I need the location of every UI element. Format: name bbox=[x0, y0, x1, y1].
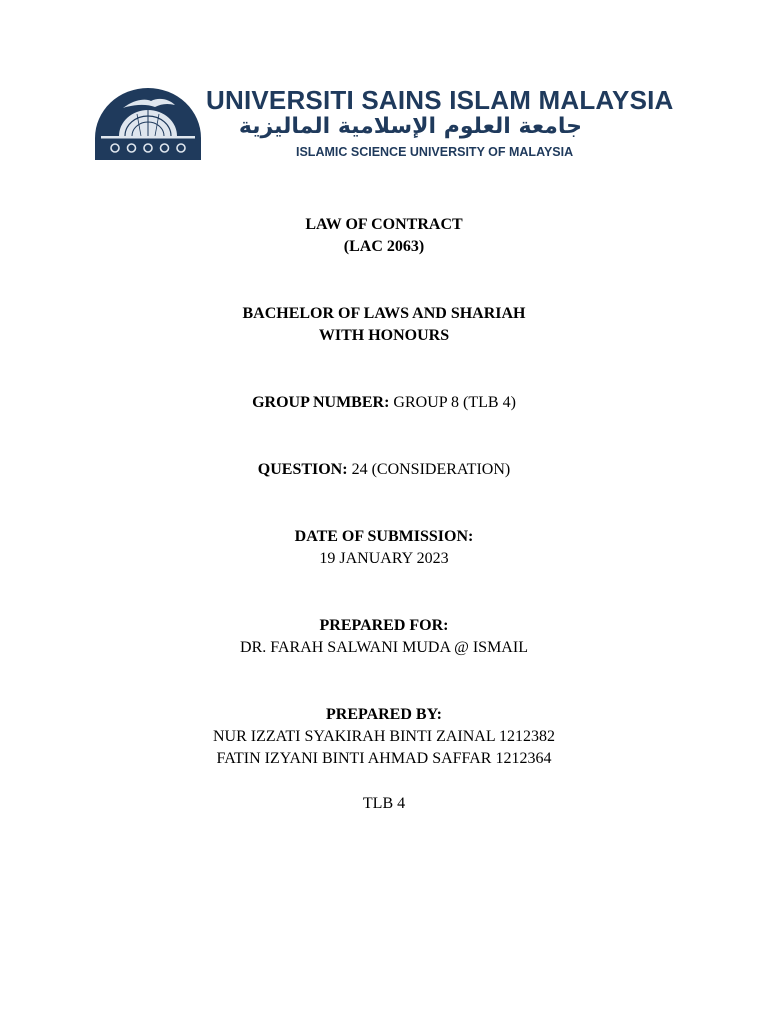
university-name-english: ISLAMIC SCIENCE UNIVERSITY OF MALAYSIA bbox=[296, 145, 574, 159]
prepared-by-label: PREPARED BY: bbox=[325, 706, 442, 723]
usim-emblem-icon bbox=[93, 86, 203, 160]
university-name: UNIVERSITI SAINS ISLAM MALAYSIA bbox=[206, 85, 674, 115]
prepared-by-member: FATIN IZYANI BINTI AHMAD SAFFAR 1212364 bbox=[216, 750, 552, 767]
course-title: LAW OF CONTRACT bbox=[305, 216, 463, 233]
group-number-value: GROUP 8 (TLB 4) bbox=[393, 394, 516, 411]
question bbox=[0, 459, 768, 481]
cover-content bbox=[0, 214, 768, 815]
programme-line-1: BACHELOR OF LAWS AND SHARIAH bbox=[242, 305, 526, 322]
university-name-arabic: جامعة العلوم الإسلامية الماليزية bbox=[238, 114, 582, 139]
course-code: (LAC 2063) bbox=[343, 238, 425, 255]
prepared-for-label: PREPARED FOR: bbox=[319, 617, 449, 634]
programme-line-2: WITH HONOURS bbox=[318, 327, 450, 344]
group-number bbox=[0, 392, 768, 414]
submission-date-value: 19 JANUARY 2023 bbox=[319, 550, 449, 567]
prepared-for-name: DR. FARAH SALWANI MUDA @ ISMAIL bbox=[240, 639, 528, 656]
question-label: QUESTION: bbox=[257, 461, 348, 478]
class-section: TLB 4 bbox=[362, 795, 406, 812]
prepared-by-member: NUR IZZATI SYAKIRAH BINTI ZAINAL 1212382 bbox=[212, 728, 556, 745]
submission-date-label: DATE OF SUBMISSION: bbox=[294, 528, 474, 545]
question-value: 24 (CONSIDERATION) bbox=[351, 461, 511, 478]
group-number-label: GROUP NUMBER: bbox=[252, 394, 390, 411]
